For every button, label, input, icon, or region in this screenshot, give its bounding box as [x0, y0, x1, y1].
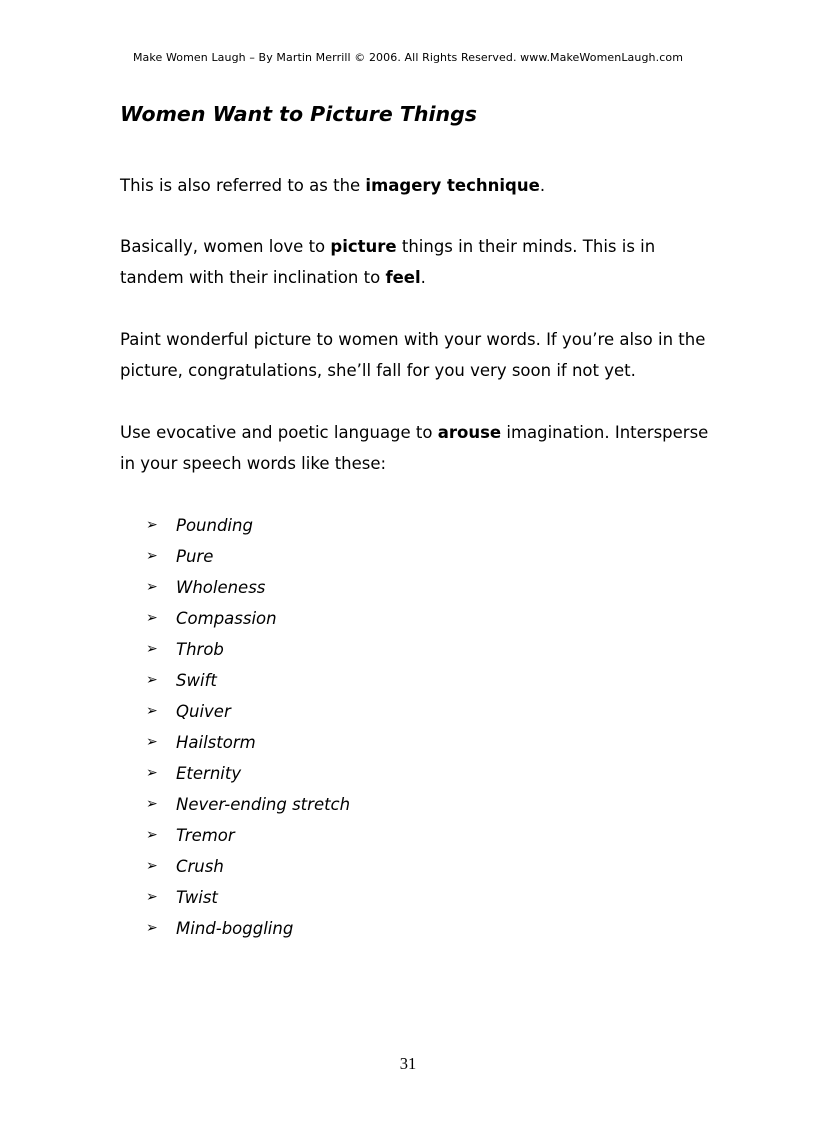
arrowhead-bullet-icon: ➢ [146, 641, 158, 657]
arrowhead-bullet-icon: ➢ [146, 796, 158, 812]
list-item-text: Wholeness [176, 578, 266, 597]
list-item [146, 851, 350, 882]
list-item [146, 510, 350, 541]
bold-term: arouse [437, 423, 502, 442]
section-heading: Women Want to Picture Things [120, 102, 477, 126]
paragraph-text: Basically, women love to [120, 237, 331, 256]
page-header: Make Women Laugh – By Martin Merrill © 2006. All Rights Reserved. www.MakeWomenLaugh.com [132, 51, 684, 64]
arrowhead-bullet-icon: ➢ [146, 858, 158, 874]
arrowhead-bullet-icon: ➢ [146, 579, 158, 595]
list-item [146, 727, 350, 758]
list-item-text: Crush [176, 857, 224, 876]
list-item-text: Pure [176, 547, 214, 566]
arrowhead-bullet-icon: ➢ [146, 765, 158, 781]
list-item [146, 634, 350, 665]
list-item [146, 603, 350, 634]
bold-term: feel [385, 268, 421, 287]
arrowhead-bullet-icon: ➢ [146, 548, 158, 564]
list-item [146, 541, 350, 572]
list-item-text: Never-ending stretch [176, 795, 351, 814]
arrowhead-bullet-icon: ➢ [146, 889, 158, 905]
list-item [146, 696, 350, 727]
list-item-text: Compassion [176, 609, 277, 628]
paragraph-text: . [420, 268, 426, 287]
list-item [146, 789, 350, 820]
list-item-text: Mind-boggling [176, 919, 294, 938]
arrowhead-bullet-icon: ➢ [146, 672, 158, 688]
list-item-text: Throb [176, 640, 224, 659]
list-item [146, 572, 350, 603]
paragraph-text: imagination. Intersperse in your speech words like these: [120, 423, 709, 473]
paragraph-evocative-language [120, 417, 720, 479]
list-item [146, 758, 350, 789]
list-item [146, 820, 350, 851]
bold-term: picture [330, 237, 397, 256]
list-item-text: Swift [176, 671, 217, 690]
paragraph-picture-things [120, 231, 720, 293]
list-item-text: Hailstorm [176, 733, 256, 752]
word-list [146, 510, 350, 944]
paragraph-text: This is also referred to as the [120, 176, 366, 195]
list-item-text: Pounding [176, 516, 253, 535]
list-item [146, 882, 350, 913]
paragraph-paint-picture: Paint wonderful picture to women with your words. If you’re also in the picture, congratulations, she’ll fall for you very soon if not yet. [120, 330, 706, 380]
arrowhead-bullet-icon: ➢ [146, 703, 158, 719]
paragraph-text: things in their minds. This is in tandem with their inclination to [120, 237, 656, 287]
list-item [146, 913, 350, 944]
list-item-text: Twist [176, 888, 218, 907]
bold-term: imagery technique [365, 176, 540, 195]
paragraph-text: Use evocative and poetic language to [120, 423, 438, 442]
list-item-text: Eternity [176, 764, 242, 783]
list-item [146, 665, 350, 696]
arrowhead-bullet-icon: ➢ [146, 517, 158, 533]
page-number: 31 [399, 1054, 417, 1073]
list-item-text: Quiver [176, 702, 231, 721]
paragraph-text: . [539, 176, 546, 195]
paragraph-imagery-technique [120, 170, 720, 201]
list-item-text: Tremor [176, 826, 235, 845]
arrowhead-bullet-icon: ➢ [146, 610, 158, 626]
arrowhead-bullet-icon: ➢ [146, 734, 158, 750]
arrowhead-bullet-icon: ➢ [146, 827, 158, 843]
arrowhead-bullet-icon: ➢ [146, 920, 158, 936]
